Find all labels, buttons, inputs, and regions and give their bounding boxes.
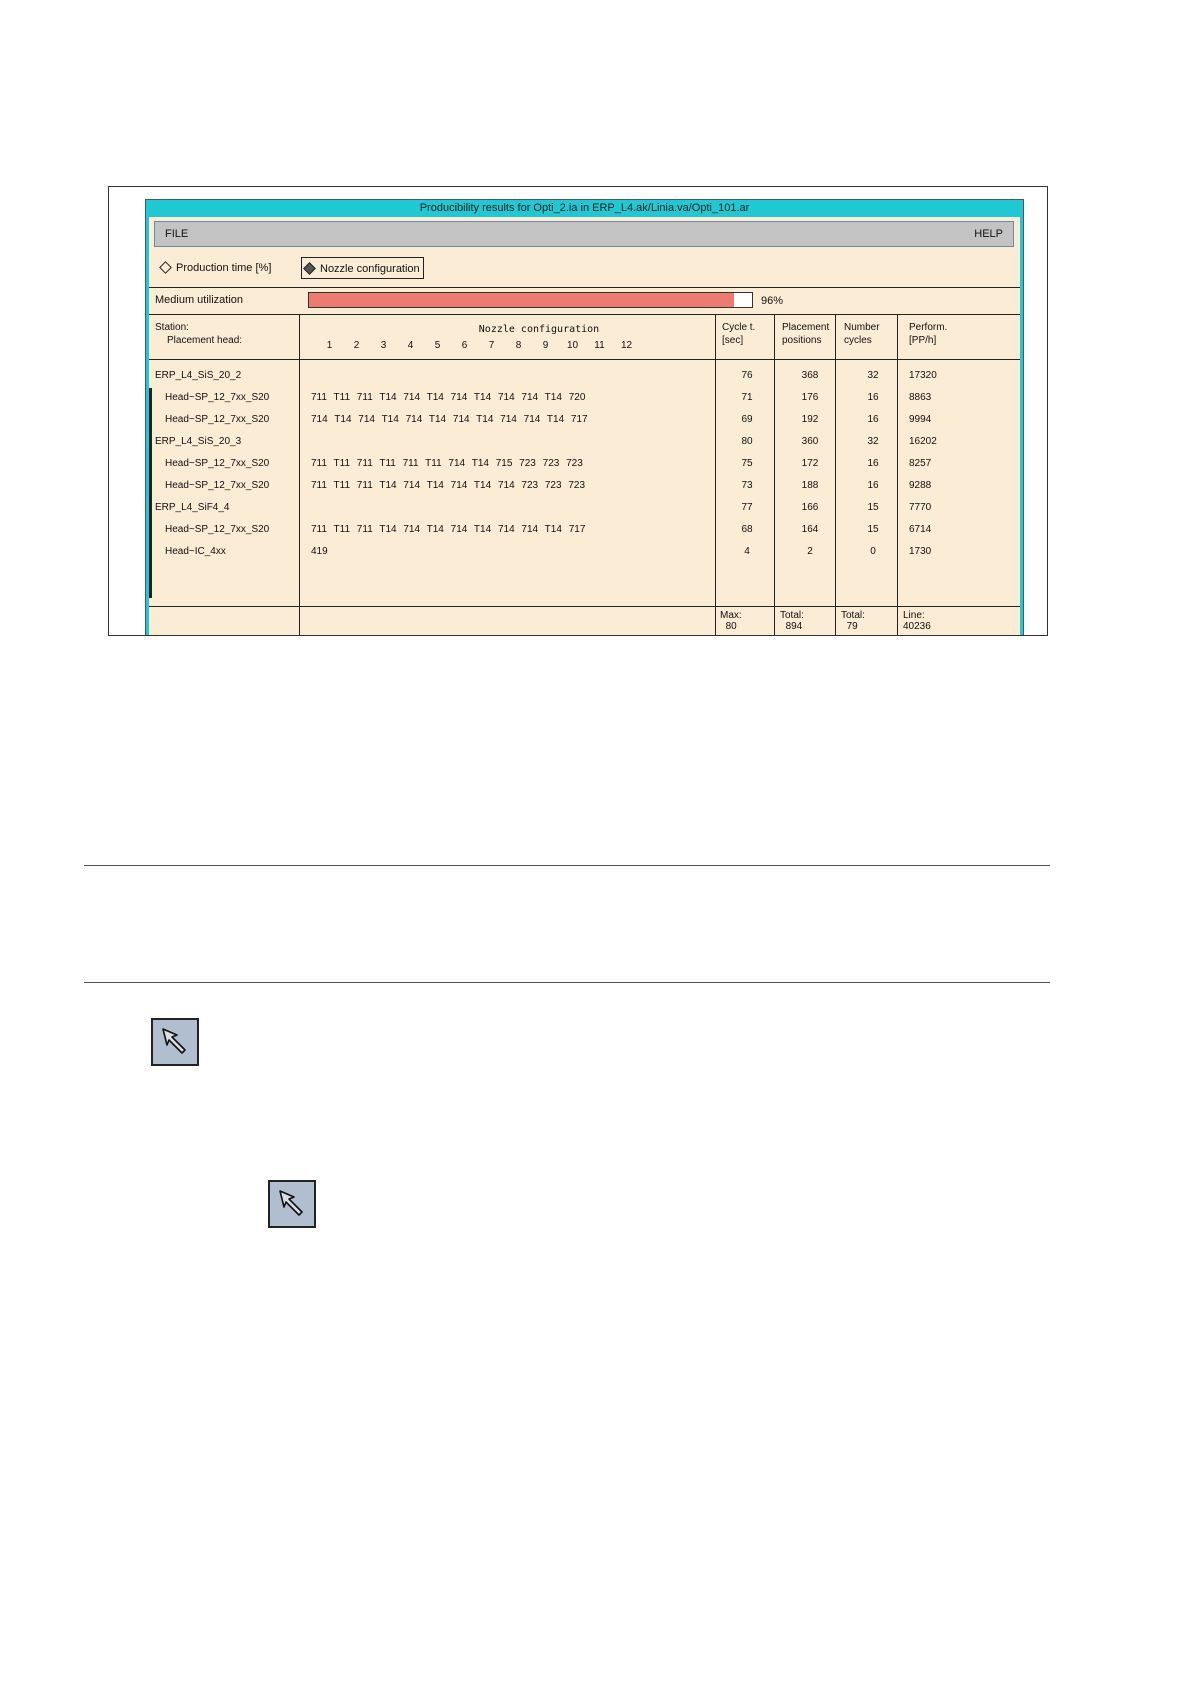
nozzle-position-number: 3 (380, 340, 387, 351)
head-row (149, 409, 1020, 431)
utilization-bar (308, 292, 753, 308)
number-cycles: 0 (870, 546, 876, 557)
footer-total-cycles: Total: 79 (841, 610, 865, 632)
nozzle-config: 711 T11 711 T14 714 T14 714 T14 714 714 T14 717 (311, 524, 586, 535)
nozzle-config: 711 T11 711 T11 711 T11 714 T14 715 723 723 723 (311, 458, 583, 469)
placement-positions: 188 (801, 480, 819, 491)
number-cycles: 15 (867, 502, 879, 513)
header-number-cycles: Number cycles (844, 322, 880, 346)
header-cycle: Cycle t. [sec] (722, 322, 756, 346)
placement-positions: 172 (801, 458, 819, 469)
placement-positions: 166 (801, 502, 819, 513)
window-title: Producibility results for Opti_2.ia in ERP_L4.ak/Linia.va/Opti_101.ar (419, 202, 750, 214)
radio-production-time[interactable] (161, 257, 271, 279)
station-row (149, 497, 1020, 519)
placement-positions: 2 (807, 546, 813, 557)
page-divider-bottom (84, 982, 1050, 983)
screenshot-frame (108, 186, 1048, 636)
header-perform: Perform. [PP/h] (909, 322, 948, 346)
number-cycles: 32 (867, 370, 879, 381)
divider (149, 606, 1020, 607)
placement-positions: 360 (801, 436, 819, 447)
head-row (149, 387, 1020, 409)
row-name: Head~SP_12_7xx_S20 (165, 392, 270, 403)
number-cycles: 16 (867, 480, 879, 491)
cycle-time: 73 (741, 480, 753, 491)
window-client (149, 217, 1020, 636)
radio-nozzle-configuration-label: Nozzle configuration (320, 263, 420, 275)
cycle-time: 77 (741, 502, 753, 513)
pointer-tool-button[interactable] (268, 1180, 316, 1228)
row-name: ERP_L4_SiS_20_3 (155, 436, 242, 447)
radio-production-time-label: Production time [%] (176, 262, 272, 274)
menu-bar (154, 221, 1014, 247)
header-nozzle-configuration: Nozzle configuration (478, 324, 600, 335)
performance: 8257 (909, 458, 932, 469)
page-divider-top (84, 865, 1050, 866)
station-row (149, 365, 1020, 387)
placement-positions: 368 (801, 370, 819, 381)
header-placement-positions: Placement positions (782, 322, 830, 346)
cycle-time: 71 (741, 392, 753, 403)
station-row (149, 431, 1020, 453)
radio-indicator-selected-icon (303, 262, 316, 275)
nozzle-position-number: 6 (461, 340, 468, 351)
nozzle-position-number: 8 (515, 340, 522, 351)
cycle-time: 75 (741, 458, 753, 469)
utilization-percent: 96% (761, 295, 784, 307)
number-cycles: 16 (867, 458, 879, 469)
performance: 16202 (909, 436, 937, 447)
footer-max: Max: 80 (720, 610, 742, 632)
performance: 17320 (909, 370, 937, 381)
nozzle-config: 711 T11 711 T14 714 T14 714 T14 714 723 723 723 (311, 480, 586, 491)
nozzle-position-number: 12 (620, 340, 633, 351)
nozzle-position-number: 9 (542, 340, 549, 351)
nozzle-position-number: 2 (353, 340, 360, 351)
nozzle-config: 419 (311, 546, 328, 557)
footer-line-perform: Line: 40236 (903, 610, 931, 632)
head-row (149, 541, 1020, 563)
divider (149, 287, 1020, 288)
number-cycles: 16 (867, 414, 879, 425)
placement-positions: 192 (801, 414, 819, 425)
performance: 1730 (909, 546, 932, 557)
number-cycles: 16 (867, 392, 879, 403)
head-row (149, 453, 1020, 475)
pointer-arrow-icon (157, 1024, 193, 1060)
placement-positions: 176 (801, 392, 819, 403)
head-row (149, 475, 1020, 497)
performance: 6714 (909, 524, 932, 535)
nozzle-position-numbers (316, 340, 640, 351)
utilization-label: Medium utilization (155, 294, 244, 306)
nozzle-position-number: 7 (488, 340, 495, 351)
placement-positions: 164 (801, 524, 819, 535)
head-row (149, 519, 1020, 541)
radio-nozzle-configuration[interactable] (301, 257, 424, 279)
nozzle-config: 714 T14 714 T14 714 T14 714 T14 714 714 T14 717 (311, 414, 588, 425)
performance: 9288 (909, 480, 932, 491)
divider (149, 314, 1020, 315)
number-cycles: 15 (867, 524, 879, 535)
number-cycles: 32 (867, 436, 879, 447)
menu-help[interactable]: HELP (974, 228, 1003, 240)
row-name: ERP_L4_SiS_20_2 (155, 370, 242, 381)
nozzle-position-number: 11 (594, 340, 605, 351)
nozzle-position-number: 4 (407, 340, 414, 351)
cycle-time: 4 (744, 546, 750, 557)
divider (149, 359, 1020, 360)
nozzle-position-number: 1 (326, 340, 333, 351)
performance: 9994 (909, 414, 932, 425)
nozzle-config: 711 T11 711 T14 714 T14 714 T14 714 714 T14 720 (311, 392, 586, 403)
footer-total-placement: Total: 894 (780, 610, 804, 632)
row-name: Head~IC_4xx (165, 546, 226, 557)
nozzle-position-number: 5 (434, 340, 441, 351)
cycle-time: 68 (741, 524, 753, 535)
pointer-arrow-icon (274, 1186, 310, 1222)
row-name: Head~SP_12_7xx_S20 (165, 414, 270, 425)
radio-indicator-icon (159, 261, 172, 274)
performance: 7770 (909, 502, 932, 513)
row-name: Head~SP_12_7xx_S20 (165, 480, 270, 491)
menu-file[interactable]: FILE (165, 228, 189, 240)
pointer-tool-button[interactable] (151, 1018, 199, 1066)
row-name: Head~SP_12_7xx_S20 (165, 458, 270, 469)
row-name: Head~SP_12_7xx_S20 (165, 524, 270, 535)
header-placement-head: Placement head: (167, 335, 243, 346)
nozzle-position-number: 10 (566, 340, 579, 351)
utilization-bar-fill (309, 293, 734, 307)
row-name: ERP_L4_SiF4_4 (155, 502, 230, 513)
header-station: Station: (155, 322, 189, 333)
cycle-time: 69 (741, 414, 753, 425)
cycle-time: 76 (741, 370, 753, 381)
performance: 8863 (909, 392, 932, 403)
cycle-time: 80 (741, 436, 753, 447)
producibility-window (145, 199, 1024, 636)
